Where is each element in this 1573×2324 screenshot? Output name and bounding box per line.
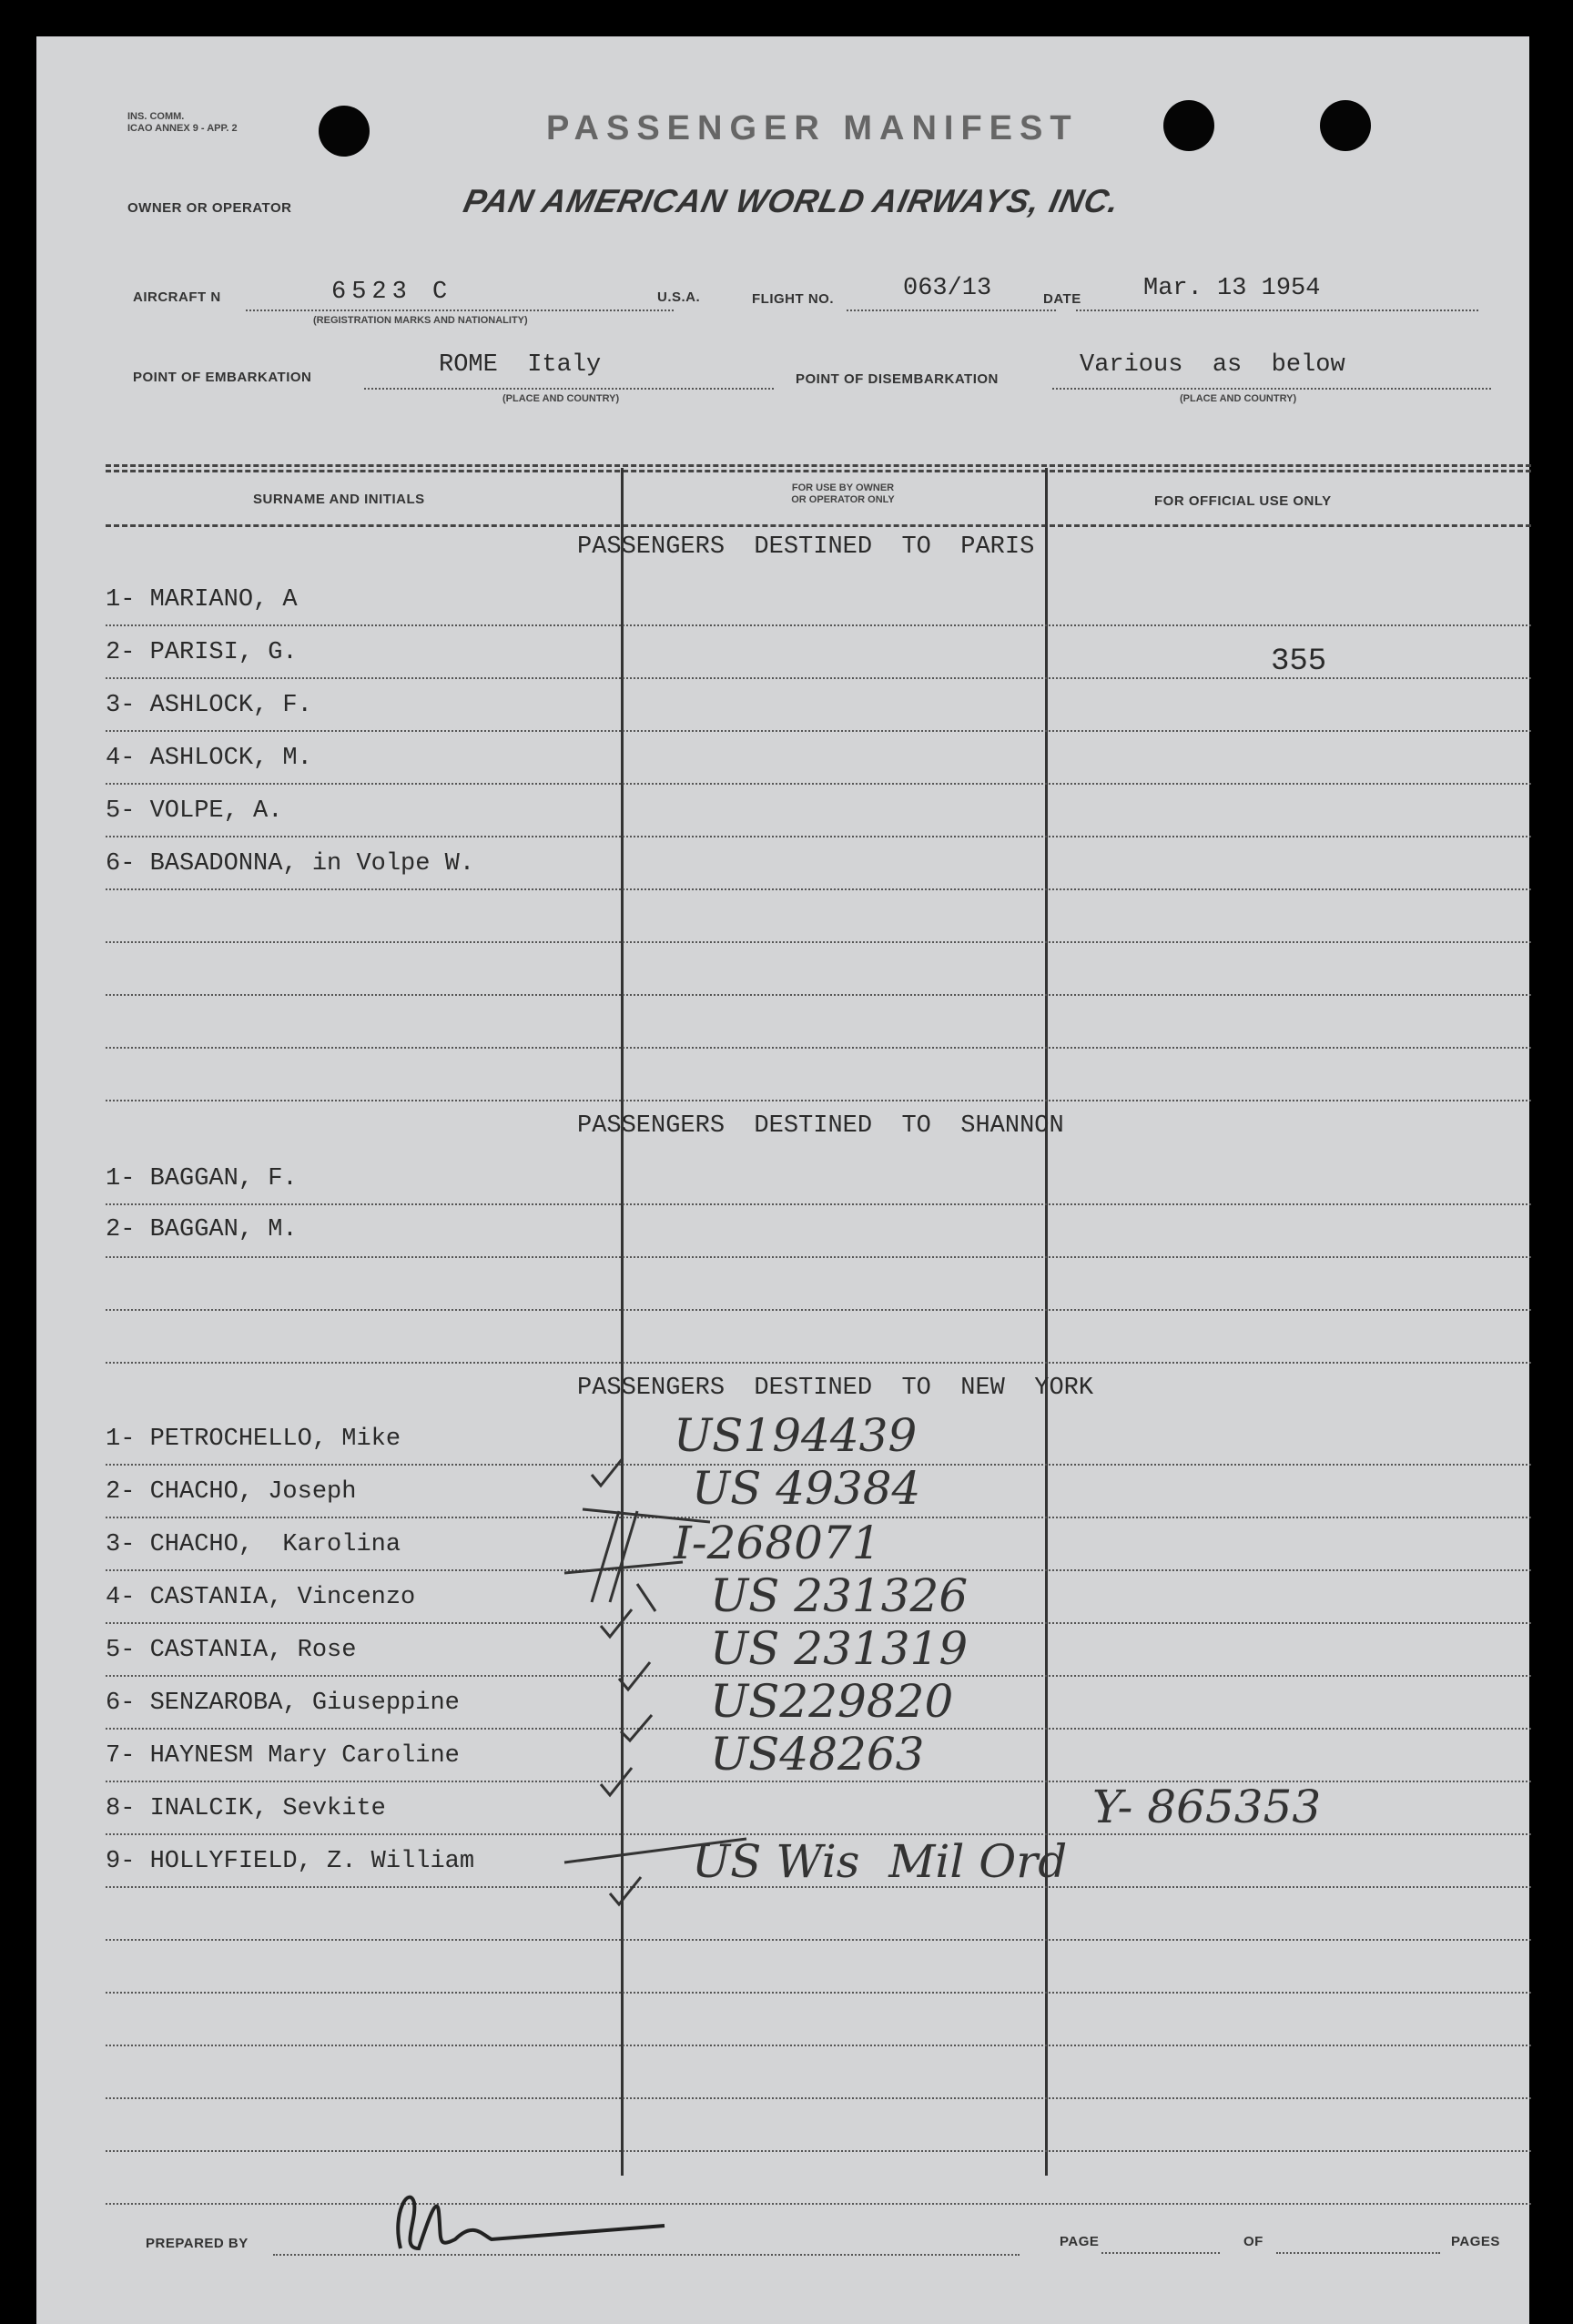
disembarkation-value: Various as below: [1080, 351, 1345, 379]
form-number: INS. COMM. ICAO ANNEX 9 - APP. 2: [127, 111, 238, 134]
aircraft-value: 6523 C: [331, 279, 453, 306]
page-title: PASSENGER MANIFEST: [546, 109, 1079, 147]
handwritten-doc-number: US229820: [710, 1675, 954, 1728]
passenger-row: 7- HAYNESM Mary Caroline: [106, 1742, 460, 1770]
passenger-row: 6- BASADONNA, in Volpe W.: [106, 850, 475, 878]
prepared-by-label: PREPARED BY: [146, 2236, 249, 2251]
disembarkation-label: POINT OF DISEMBARKATION: [796, 371, 999, 387]
handwritten-doc-number: US 49384: [692, 1462, 921, 1515]
passenger-row: 5- CASTANIA, Rose: [106, 1637, 357, 1664]
official-note: 355: [1271, 644, 1327, 679]
passenger-row: 2- CHACHO, Joseph: [106, 1478, 357, 1506]
usa-label: U.S.A.: [657, 289, 701, 305]
aircraft-label: AIRCRAFT N: [133, 289, 221, 305]
signature: [364, 2185, 674, 2258]
passenger-row: 4- ASHLOCK, M.: [106, 745, 312, 772]
col-owner-header: FOR USE BY OWNER OR OPERATOR ONLY: [791, 482, 895, 505]
passenger-row: 2- PARISI, G.: [106, 639, 298, 666]
passenger-row: 1- BAGGAN, F.: [106, 1165, 298, 1192]
passenger-row: 2- BAGGAN, M.: [106, 1216, 298, 1243]
of-label: OF: [1243, 2234, 1263, 2249]
passenger-row: 5- VOLPE, A.: [106, 797, 283, 825]
embarkation-caption: (PLACE AND COUNTRY): [502, 393, 620, 404]
passenger-row: 3- CHACHO, Karolina: [106, 1531, 401, 1558]
date-value: Mar. 13 1954: [1143, 275, 1321, 302]
disembarkation-caption: (PLACE AND COUNTRY): [1180, 393, 1297, 404]
handwritten-doc-number: US48263: [710, 1728, 925, 1781]
flight-label: FLIGHT NO.: [752, 291, 834, 307]
aircraft-caption: (REGISTRATION MARKS AND NATIONALITY): [313, 315, 528, 326]
col-official-header: FOR OFFICIAL USE ONLY: [1154, 493, 1332, 509]
manifest-sheet: [36, 36, 1529, 2324]
handwritten-check-marks: [36, 36, 1529, 2324]
passenger-row: 1- MARIANO, A: [106, 586, 298, 614]
col-surname-header: SURNAME AND INITIALS: [253, 492, 425, 507]
pages-label: PAGES: [1451, 2234, 1500, 2249]
passenger-row: 3- ASHLOCK, F.: [106, 692, 312, 719]
handwritten-doc-number: US 231319: [710, 1622, 969, 1675]
handwritten-official-note: Y- 865353: [1092, 1781, 1322, 1833]
handwritten-doc-number: US Wis Mil Ord: [692, 1835, 1068, 1888]
section-newyork-heading: PASSENGERS DESTINED TO NEW YORK: [577, 1375, 1094, 1402]
date-label: DATE: [1043, 291, 1081, 307]
owner-value: PAN AMERICAN WORLD AIRWAYS, INC.: [460, 182, 1123, 219]
section-paris-heading: PASSENGERS DESTINED TO PARIS: [577, 533, 1035, 561]
flight-value: 063/13: [903, 275, 992, 302]
passenger-row: 9- HOLLYFIELD, Z. William: [106, 1848, 475, 1875]
owner-label: OWNER OR OPERATOR: [127, 200, 292, 216]
section-shannon-heading: PASSENGERS DESTINED TO SHANNON: [577, 1112, 1064, 1140]
passenger-row: 4- CASTANIA, Vincenzo: [106, 1584, 416, 1611]
handwritten-doc-number: US 231326: [710, 1569, 969, 1622]
handwritten-doc-number: US194439: [674, 1409, 918, 1462]
page-label: PAGE: [1060, 2234, 1100, 2249]
passenger-row: 1- PETROCHELLO, Mike: [106, 1426, 401, 1453]
embarkation-label: POINT OF EMBARKATION: [133, 370, 312, 385]
handwritten-doc-number: I-268071: [674, 1517, 881, 1569]
passenger-row: 8- INALCIK, Sevkite: [106, 1795, 386, 1822]
passenger-row: 6- SENZAROBA, Giuseppine: [106, 1690, 460, 1717]
embarkation-value: ROME Italy: [439, 351, 602, 379]
